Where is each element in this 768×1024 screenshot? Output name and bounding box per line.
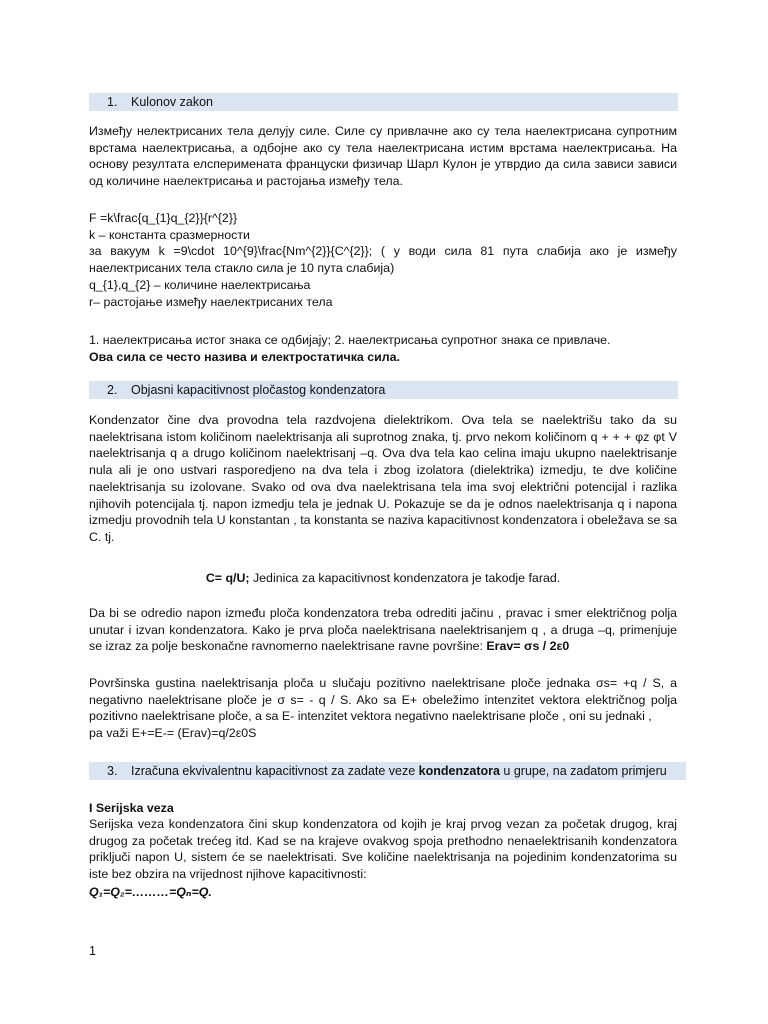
charge-rule: 1. наелектрисања истог знака се одбијају; 2. наелектрисања супротног знака се привлаче.: [89, 333, 611, 347]
section-number: 3.: [107, 764, 118, 778]
field-text: Da bi se odredio napon između ploča kondenzatora treba odrediti jačinu , pravac i smer električnog polja unutar i izvan kondenzatora. Kako je prva ploča naelektrisana naelektrisanjem q , a druga –q, primenjuje se izraz za polje beskonačne ravnomerno naelektrisane ravne površine:: [89, 606, 677, 654]
q-definition: q_{1},q_{2} – количине наелектрисања: [89, 277, 311, 292]
erav-formula: Erav= σs / 2ε0: [486, 639, 570, 654]
section-heading-1: [89, 93, 678, 111]
paragraph-series: Serijska veza kondenzatora čini skup kondenzatora od kojih je kraj prvog vezan za početak drugog, kraj drugog za početak trećeg itd. Kad se na krajeve ovakvog spoja prethodno nenaelektrisanih kondenzatora priključi napon U, sistem će se naelektrisati. Sve količine naelektrisanja na pojedinim kondenzatorima su iste bez obzira na vrijednost njihove kapacitivnosti:: [89, 817, 677, 882]
section-title: Kulonov zakon: [131, 95, 214, 109]
field-equality: pa važi E+=E-= (Erav)=q/2ε0S: [89, 726, 257, 741]
charge-rule-block: [89, 332, 677, 365]
section-number: 2.: [107, 383, 118, 397]
subheading-series: I Serijska veza: [89, 801, 174, 815]
paragraph-coulomb-intro: Између нелектрисаних тела делују силе. Силе су привлачне ако су тела наелектрисана супротним врстама наелектрисања, а одбојне ако су тела наелектрисана истим врстама наелектрисања. На основу резултата елсперимената француски физичар Шарл Кулон је утврдио да сила зависи зависи од количине наелектрисања и растојања између тела.: [89, 124, 677, 189]
page-number: 1: [89, 944, 96, 958]
section-title: Izračuna ekvivalentnu kapacitivnost za zadate veze kondenzatora u grupe, na zadatom primjeru: [131, 764, 667, 778]
surface-density-text: Površinska gustina naelektrisanja ploča u slučaju pozitivno naelektrisane ploče jednaka σs= +q / S, a negativno naelektrisane ploče je σ s= - q / S. Ako sa E+ obeležimo intenzitet vektora električnog polja pozitivno naelektrisane ploče, a sa E- intenzitet vektora negativno naelektrisane ploče , oni su jednaki ,: [89, 676, 677, 724]
capacitance-formula-line: [89, 570, 677, 587]
paragraph-capacitor: Kondenzator čine dva provodna tela razdvojena dielektrikom. Ova tela se naelektrišu tako da su naelektrisana istom količinom naelektrisanja ali suprotnog znaka, tj. prvo nekom količinom q + + + φz φt V naelektrisanja q a drugo količinom naelektrisanj –q. Ova dva tela kao celina imaju ukupno naelektrisanje nula ali je ono ustvari rasporedjeno na dva tela i zbog izolatora (dielektrika) izmedju, te dve količine naelektrisanja su izolovane. Svako od ova dva naelektrisana tela ima svoj električni potencijal i razlika njihovih potencijala tj. napon izmedju tela je jednak U. Pokazuje se da je odnos naelektrisanja q i napona izmedju provodnih tela U konstantan , ta konstanta se naziva kapacitivnost kondenzatora i obeležava se sa C. tj.: [89, 413, 677, 544]
section-number: 1.: [107, 95, 118, 109]
capacitance-formula: C= q/U;: [205, 571, 250, 585]
capacitance-unit-text: Jedinica za kapacitivnost kondenzatora je takodje farad.: [249, 571, 561, 585]
coulomb-formula: F =k\frac{q_{1}q_{2}}{r^{2}}: [89, 211, 238, 225]
paragraph-surface-density: [89, 675, 677, 742]
vacuum-constant: за вакуум k =9\cdot 10^{9}\frac{Nm^{2}}{C^{2}}; ( у води сила 81 пута слабија ако је између наелектрисаних тела стакло сила је 10 пута слабија): [89, 244, 677, 276]
r-definition: r– растојање између наелектрисаних тела: [89, 294, 333, 309]
section-heading-2: [89, 381, 678, 399]
electrostatic-note: Ова сила се често назива и електростатичка сила.: [89, 349, 400, 364]
paragraph-field-between-plates: [89, 605, 677, 655]
section-title: Objasni kapacitivnost pločastog kondenzatora: [131, 383, 386, 397]
formula-block: [89, 210, 677, 310]
k-definition: k – константа сразмерности: [89, 227, 250, 242]
series-equation: Q₁=Q₂=………=Qₙ=Q.: [89, 885, 212, 899]
section-heading-3: [89, 762, 686, 780]
